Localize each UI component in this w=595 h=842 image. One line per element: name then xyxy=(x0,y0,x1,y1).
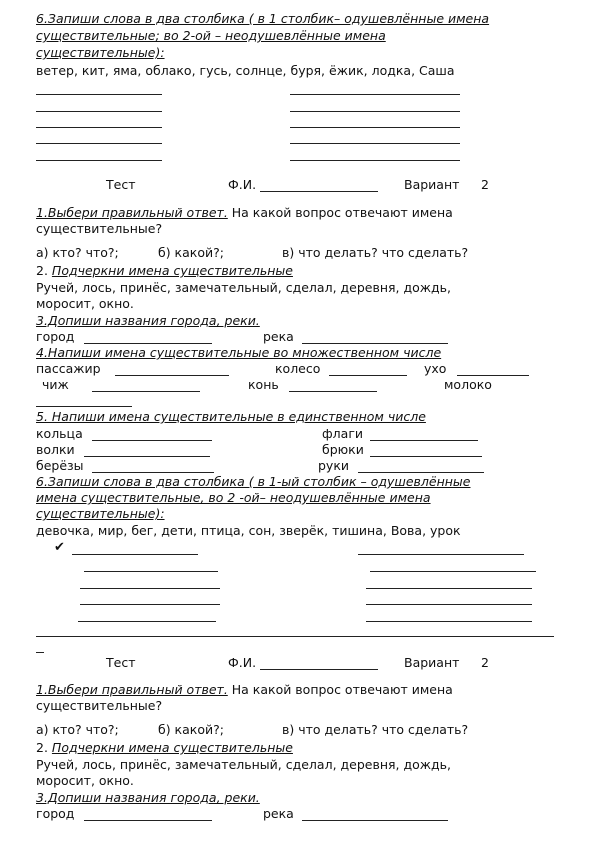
answer-line[interactable] xyxy=(366,621,532,622)
task6b-title-line1: 6.Запиши слова в два столбика ( в 1-ый столбик – одушевлённые xyxy=(36,474,471,489)
answer-line[interactable] xyxy=(358,554,524,555)
task2-title: Подчеркни имена существительные xyxy=(51,263,293,278)
fio-line[interactable] xyxy=(260,191,378,192)
answer-line[interactable] xyxy=(290,94,460,95)
task6-title-line1: 6.Запиши слова в два столбика ( в 1 столбик– одушевлённые имена xyxy=(36,11,490,26)
task2-title: Подчеркни имена существительные xyxy=(51,740,293,755)
answer-line[interactable] xyxy=(289,391,377,392)
task6b-word-list: девочка, мир, бег, дети, птица, сон, зверёк, тишина, Вова, урок xyxy=(36,523,461,538)
task6-word-list: ветер, кит, яма, облако, гусь, солнце, буря, ёжик, лодка, Саша xyxy=(36,63,455,78)
answer-line[interactable] xyxy=(36,143,162,144)
task3-title: 3.Допиши названия города, реки. xyxy=(36,313,260,328)
task6-title-line3: существительные): xyxy=(36,45,165,60)
answer-line[interactable] xyxy=(36,127,162,128)
option-b: б) какой?; xyxy=(158,245,224,260)
word-wolves: волки xyxy=(36,442,75,457)
city-line[interactable] xyxy=(84,820,212,821)
answer-line[interactable] xyxy=(36,160,162,161)
word-ear: ухо xyxy=(424,361,447,376)
city-label: город xyxy=(36,806,75,821)
task1-question-line2: существительные? xyxy=(36,698,163,713)
word-milk: молоко xyxy=(444,377,492,392)
word-horse: конь xyxy=(248,377,279,392)
answer-line[interactable] xyxy=(366,604,532,605)
answer-line[interactable] xyxy=(290,127,460,128)
variant-number: 2 xyxy=(481,177,489,192)
task2-title-line xyxy=(36,264,293,278)
task1-question-line2: существительные? xyxy=(36,221,163,236)
task1-title: 1.Выбери правильный ответ. xyxy=(36,682,228,697)
answer-line[interactable] xyxy=(78,621,216,622)
answer-line[interactable] xyxy=(358,472,484,473)
test-label: Тест xyxy=(106,655,136,670)
task1-question: На какой вопрос отвечают имена xyxy=(227,682,453,697)
word-trousers: брюки xyxy=(322,442,364,457)
fio-line[interactable] xyxy=(260,669,378,670)
task1-title: 1.Выбери правильный ответ. xyxy=(36,205,228,220)
word-passenger: пассажир xyxy=(36,361,101,376)
test-label: Тест xyxy=(106,177,136,192)
answer-line[interactable] xyxy=(36,652,44,653)
option-c: в) что делать? что сделать? xyxy=(282,245,469,260)
word-siskin: чиж xyxy=(42,377,69,392)
answer-line[interactable] xyxy=(115,375,229,376)
answer-line[interactable] xyxy=(366,588,532,589)
task3-title: 3.Допиши названия города, реки. xyxy=(36,790,260,805)
river-label: река xyxy=(263,329,294,344)
answer-line[interactable] xyxy=(80,588,220,589)
option-b: б) какой?; xyxy=(158,722,224,737)
city-line[interactable] xyxy=(84,343,212,344)
answer-line[interactable] xyxy=(36,111,162,112)
word-flags: флаги xyxy=(322,426,364,441)
variant-number: 2 xyxy=(481,655,489,670)
task1-question: На какой вопрос отвечают имена xyxy=(227,205,453,220)
task1-line1 xyxy=(36,683,453,697)
answer-line[interactable] xyxy=(36,94,162,95)
check-mark-icon: ✔ xyxy=(54,540,65,555)
river-line[interactable] xyxy=(302,343,448,344)
option-a: а) кто? что?; xyxy=(36,722,119,737)
task5-title: 5. Напиши имена существительные в единственном числе xyxy=(36,409,426,424)
answer-line[interactable] xyxy=(72,554,198,555)
answer-line[interactable] xyxy=(370,440,478,441)
answer-line[interactable] xyxy=(290,160,460,161)
answer-line[interactable] xyxy=(36,406,132,407)
word-wheel: колесо xyxy=(275,361,321,376)
task2-words-line2: моросит, окно. xyxy=(36,773,134,788)
answer-line[interactable] xyxy=(370,571,536,572)
answer-line[interactable] xyxy=(80,604,220,605)
answer-line[interactable] xyxy=(92,391,200,392)
river-label: река xyxy=(263,806,294,821)
fio-label: Ф.И. xyxy=(228,177,257,192)
variant-label: Вариант xyxy=(404,177,460,192)
option-c: в) что делать? что сделать? xyxy=(282,722,469,737)
task2-number: 2. xyxy=(36,740,48,755)
task2-words-line1: Ручей, лось, принёс, замечательный, сделал, деревня, дождь, xyxy=(36,280,452,295)
task1-line1 xyxy=(36,206,453,220)
city-label: город xyxy=(36,329,75,344)
variant-label: Вариант xyxy=(404,655,460,670)
task2-words-line1: Ручей, лось, принёс, замечательный, сделал, деревня, дождь, xyxy=(36,757,452,772)
answer-line[interactable] xyxy=(290,143,460,144)
answer-line[interactable] xyxy=(92,472,214,473)
answer-line[interactable] xyxy=(84,456,210,457)
answer-line[interactable] xyxy=(84,571,218,572)
answer-line[interactable] xyxy=(457,375,529,376)
task4-title: 4.Напиши имена существительные во множественном числе xyxy=(36,345,442,360)
task6-title-line2: существительные; во 2-ой – неодушевлённые имена xyxy=(36,28,386,43)
task6b-title-line2: имена существительные, во 2 -ой– неодушевлённые имена xyxy=(36,490,431,505)
answer-line[interactable] xyxy=(329,375,407,376)
word-rings: кольца xyxy=(36,426,83,441)
word-birches: берёзы xyxy=(36,458,84,473)
task2-words-line2: моросит, окно. xyxy=(36,296,134,311)
word-hands: руки xyxy=(318,458,350,473)
answer-line[interactable] xyxy=(370,456,482,457)
task2-number: 2. xyxy=(36,263,48,278)
task6b-title-line3: существительные): xyxy=(36,506,165,521)
answer-line[interactable] xyxy=(92,440,212,441)
answer-line[interactable] xyxy=(290,111,460,112)
fio-label: Ф.И. xyxy=(228,655,257,670)
task2-title-line xyxy=(36,741,293,755)
option-a: а) кто? что?; xyxy=(36,245,119,260)
river-line[interactable] xyxy=(302,820,448,821)
separator-line xyxy=(36,636,554,637)
